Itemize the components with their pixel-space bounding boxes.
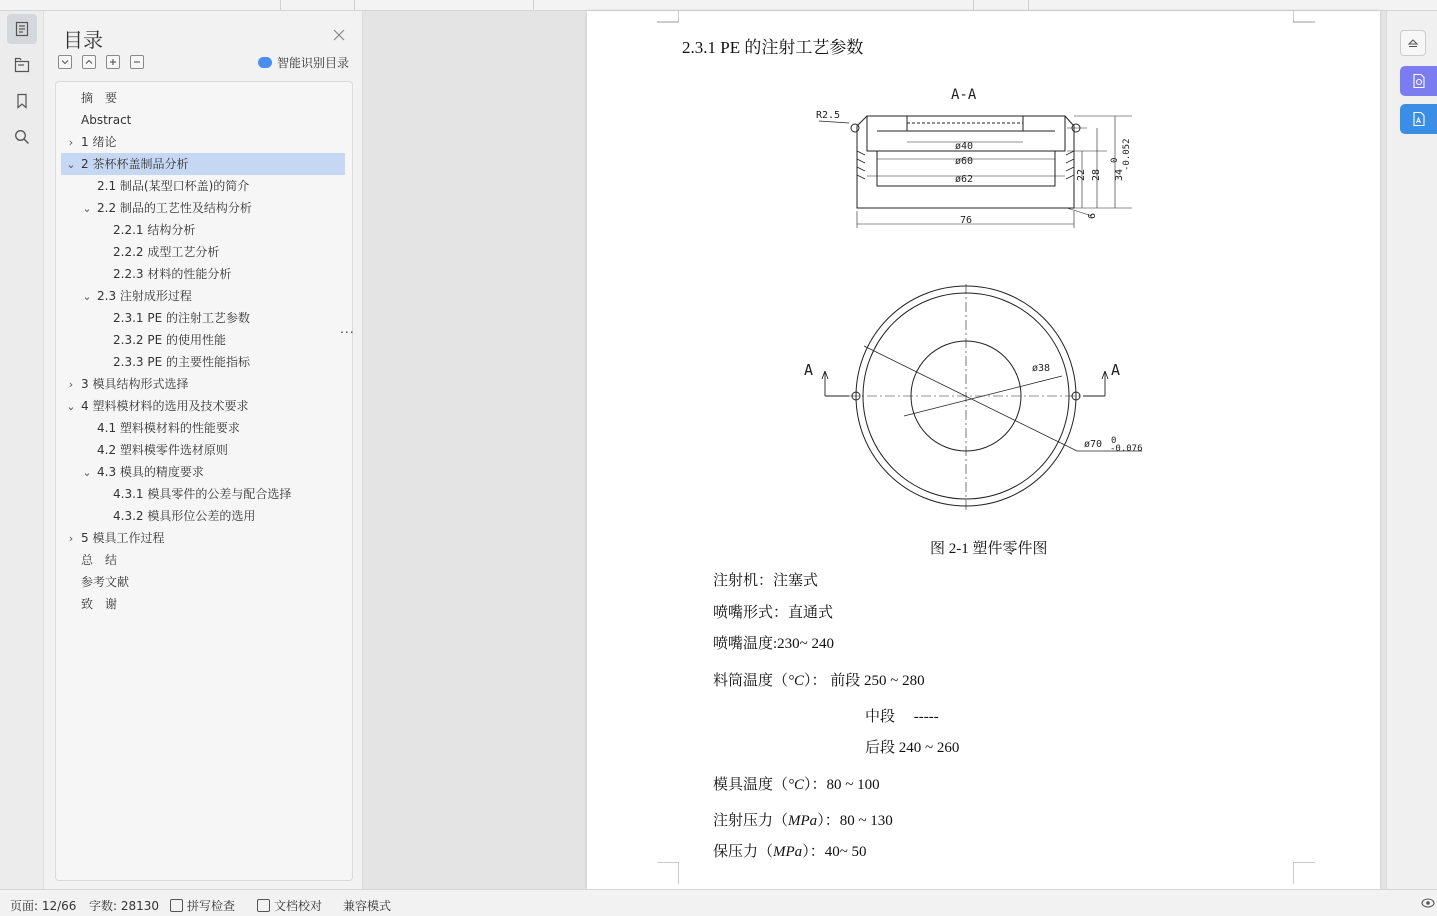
- collapse-all-button[interactable]: [82, 55, 96, 69]
- toc-item-label: 摘 要: [81, 91, 118, 105]
- param-nozzle-type: 喷嘴形式：直通式: [713, 605, 834, 621]
- ai-writing-button[interactable]: [1400, 104, 1437, 134]
- param-nozzle-temp: 喷嘴温度:230~ 240: [713, 636, 835, 652]
- toc-item[interactable]: [56, 175, 352, 197]
- part-drawing: [587, 11, 1380, 531]
- dim-height-6: 6: [1087, 212, 1098, 219]
- document-page: [587, 11, 1380, 889]
- proofread-button[interactable]: [257, 897, 322, 914]
- chevron-right-icon[interactable]: ›: [68, 532, 74, 545]
- chevron-down-icon: [60, 57, 70, 67]
- toc-item-label: 2.2 制品的工艺性及结构分析: [97, 201, 252, 215]
- add-heading-button[interactable]: [106, 55, 120, 69]
- param-barrel-mid: 中段 -----: [865, 709, 939, 725]
- spell-check-button[interactable]: [170, 897, 235, 914]
- toc-item-label: 参考文献: [81, 575, 130, 589]
- close-icon[interactable]: [331, 27, 347, 43]
- dim-width-76: 76: [960, 215, 973, 226]
- toc-item[interactable]: [56, 329, 352, 351]
- chevron-right-icon[interactable]: ›: [68, 378, 74, 391]
- param-values: ）：40~ 50: [802, 844, 867, 860]
- section-arrow-left: [822, 371, 849, 396]
- param-label: 模具温度（: [713, 777, 789, 793]
- toc-item-label: Abstract: [81, 113, 132, 127]
- param-mold-temp: [713, 773, 880, 794]
- unit-mpa: MPa: [773, 844, 803, 860]
- dim-height-22: 22: [1076, 168, 1087, 181]
- toc-item[interactable]: [56, 373, 352, 395]
- compat-mode-label: 兼容模式: [343, 899, 392, 913]
- toc-item-label: 4 塑料模材料的选用及技术要求: [81, 399, 249, 413]
- plus-icon: [108, 57, 118, 67]
- toc-item[interactable]: [56, 593, 352, 615]
- dim-diameter-60: ø60: [955, 156, 974, 167]
- smart-toc-label: 智能识别目录: [277, 56, 350, 70]
- toc-item-label: 2.2.3 材料的性能分析: [113, 267, 232, 281]
- toc-item-label: 2.3 注射成形过程: [97, 289, 192, 303]
- more-options-button[interactable]: ...: [340, 320, 355, 336]
- toc-item[interactable]: [56, 87, 352, 109]
- strip-divider: [1028, 0, 1029, 10]
- toc-item-label: 2.2.1 结构分析: [113, 223, 196, 237]
- chevron-down-icon[interactable]: ⌄: [66, 158, 76, 171]
- eye-icon[interactable]: [1421, 897, 1435, 909]
- param-injection-pressure: [713, 809, 893, 830]
- param-values: ）：80 ~ 100: [804, 777, 880, 793]
- toc-item[interactable]: [56, 109, 352, 131]
- document-search-icon: [1411, 73, 1427, 89]
- strip-divider: [533, 0, 534, 10]
- toc-item[interactable]: [56, 417, 352, 439]
- page-corner-mark: [1293, 862, 1315, 884]
- center-lines: [849, 284, 1083, 511]
- smart-review-button[interactable]: [1400, 66, 1437, 96]
- eject-icon: [1406, 36, 1420, 50]
- unit-celsius: °C: [788, 777, 805, 793]
- expand-all-button[interactable]: [58, 55, 72, 69]
- toc-item-label: 3 模具结构形式选择: [81, 377, 189, 391]
- toc-item[interactable]: [56, 263, 352, 285]
- proofread-icon: [257, 899, 270, 912]
- bookmark-icon: [15, 93, 29, 109]
- chevron-down-icon[interactable]: ⌄: [66, 400, 76, 413]
- left-icon-rail: [0, 11, 44, 889]
- toc-item[interactable]: [56, 483, 352, 505]
- section-letter-right: A: [1111, 361, 1121, 379]
- chevron-right-icon[interactable]: ›: [68, 136, 74, 149]
- dim-height-34: 34: [1114, 168, 1125, 181]
- navigation-pane-button[interactable]: [7, 50, 37, 80]
- param-barrel-rear: 后段 240 ~ 260: [865, 740, 960, 756]
- dim-70-tolerance-lower: -0.076: [1110, 444, 1143, 454]
- toc-toolbar: [58, 55, 144, 69]
- word-count[interactable]: 字数: 28130: [89, 899, 160, 913]
- toc-item[interactable]: [56, 549, 352, 571]
- toc-item[interactable]: [56, 395, 352, 417]
- chevron-down-icon[interactable]: ⌄: [82, 466, 92, 479]
- section-view-label: A-A: [951, 87, 977, 103]
- chevron-up-icon: [84, 57, 94, 67]
- document-outline-icon: [14, 21, 30, 37]
- strip-divider: [280, 0, 281, 10]
- toc-title: 目录: [63, 28, 103, 52]
- radius-label: R2.5: [816, 110, 841, 121]
- dim-34-tolerance-upper: 0: [1110, 157, 1120, 163]
- param-values: ）： 前段 250 ~ 280: [804, 673, 925, 689]
- section-arrow-right: [1083, 371, 1108, 396]
- toc-item[interactable]: [56, 307, 352, 329]
- toc-list: [55, 81, 353, 881]
- toc-item-label: 2.3.2 PE 的使用性能: [113, 333, 226, 347]
- toc-item[interactable]: [56, 219, 352, 241]
- param-label: 保压力（: [713, 844, 774, 860]
- spell-check-label: 拼写检查: [187, 899, 236, 913]
- search-icon: [14, 129, 30, 145]
- toc-item-label: 2.2.2 成型工艺分析: [113, 245, 220, 259]
- section-letter-left: A: [804, 361, 814, 379]
- figure-caption: 图 2-1 塑件零件图: [930, 541, 1048, 557]
- page-corner-mark: [657, 862, 679, 884]
- title-strip: [0, 0, 1437, 11]
- toc-item[interactable]: [56, 285, 352, 307]
- toc-item[interactable]: [56, 505, 352, 527]
- toc-panel: [44, 11, 363, 889]
- toc-item[interactable]: [56, 241, 352, 263]
- folder-tree-icon: [13, 57, 31, 73]
- ai-assistant-icon: [258, 57, 272, 68]
- collapse-panel-button[interactable]: [1400, 30, 1426, 56]
- dim-34-tolerance-lower: -0.052: [1122, 138, 1132, 171]
- smart-toc-button[interactable]: [258, 54, 349, 71]
- unit-celsius: °C: [788, 673, 805, 689]
- toc-item-label: 5 模具工作过程: [81, 531, 165, 545]
- proofread-label: 文档校对: [274, 899, 323, 913]
- document-ai-icon: [1411, 111, 1427, 127]
- param-holding-pressure: [713, 840, 867, 861]
- right-tool-rail: [1386, 11, 1437, 889]
- toc-item-selected[interactable]: [61, 153, 345, 175]
- toc-item[interactable]: [56, 571, 352, 593]
- dim-diameter-40: ø40: [955, 141, 974, 152]
- toc-item-label: 总 结: [81, 553, 118, 567]
- dim-height-28: 28: [1091, 168, 1102, 181]
- toc-item[interactable]: [56, 527, 352, 549]
- minus-icon: [132, 57, 142, 67]
- toc-item-label: 4.3 模具的精度要求: [97, 465, 204, 479]
- toc-item-label: 致 谢: [81, 597, 118, 611]
- section-heading: 2.3.1 PE 的注射工艺参数: [682, 38, 864, 57]
- strip-divider: [354, 0, 355, 10]
- toc-panel-button[interactable]: [7, 14, 37, 44]
- unit-mpa: MPa: [788, 813, 818, 829]
- remove-heading-button[interactable]: [130, 55, 144, 69]
- radius-leader: [819, 121, 849, 123]
- toc-item-label: 2 茶杯杯盖制品分析: [81, 157, 189, 171]
- bookmark-button[interactable]: [7, 86, 37, 116]
- checkbox-icon: [170, 899, 183, 912]
- leader-d70: [864, 346, 1142, 451]
- param-machine: 注射机：注塞式: [713, 573, 819, 589]
- param-label: 料筒温度（: [713, 673, 789, 689]
- toc-item-label: 2.1 制品(某型口杯盖)的简介: [97, 179, 250, 193]
- page-indicator[interactable]: 页面: 12/66: [10, 899, 77, 913]
- chevron-down-icon[interactable]: ⌄: [82, 290, 92, 303]
- search-button[interactable]: [7, 122, 37, 152]
- toc-item[interactable]: [56, 131, 352, 153]
- param-label: 注射压力（: [713, 813, 789, 829]
- toc-item[interactable]: [56, 461, 352, 483]
- toc-item-label: 1 绪论: [81, 135, 117, 149]
- param-values: ）：80 ~ 130: [817, 813, 893, 829]
- toc-item-label: 2.3.1 PE 的注射工艺参数: [113, 311, 250, 325]
- dim-diameter-70: ø70: [1084, 439, 1103, 450]
- toc-item[interactable]: [56, 351, 352, 373]
- status-bar: [0, 889, 1437, 916]
- strip-divider: [973, 0, 974, 10]
- dim-70-tolerance-upper: 0: [1111, 436, 1117, 446]
- toc-item-label: 4.2 塑料模零件选材原则: [97, 443, 228, 457]
- dim-diameter-38: ø38: [1032, 363, 1051, 374]
- toc-item[interactable]: [56, 439, 352, 461]
- toc-item[interactable]: [56, 197, 352, 219]
- toc-item-label: 4.3.2 模具形位公差的选用: [113, 509, 256, 523]
- dim-diameter-62: ø62: [955, 174, 974, 185]
- toc-item-label: 4.1 塑料模材料的性能要求: [97, 421, 240, 435]
- chevron-down-icon[interactable]: ⌄: [82, 202, 92, 215]
- toc-item-label: 2.3.3 PE 的主要性能指标: [113, 355, 250, 369]
- toc-item-label: 4.3.1 模具零件的公差与配合选择: [113, 487, 292, 501]
- param-barrel-temp: [713, 669, 925, 690]
